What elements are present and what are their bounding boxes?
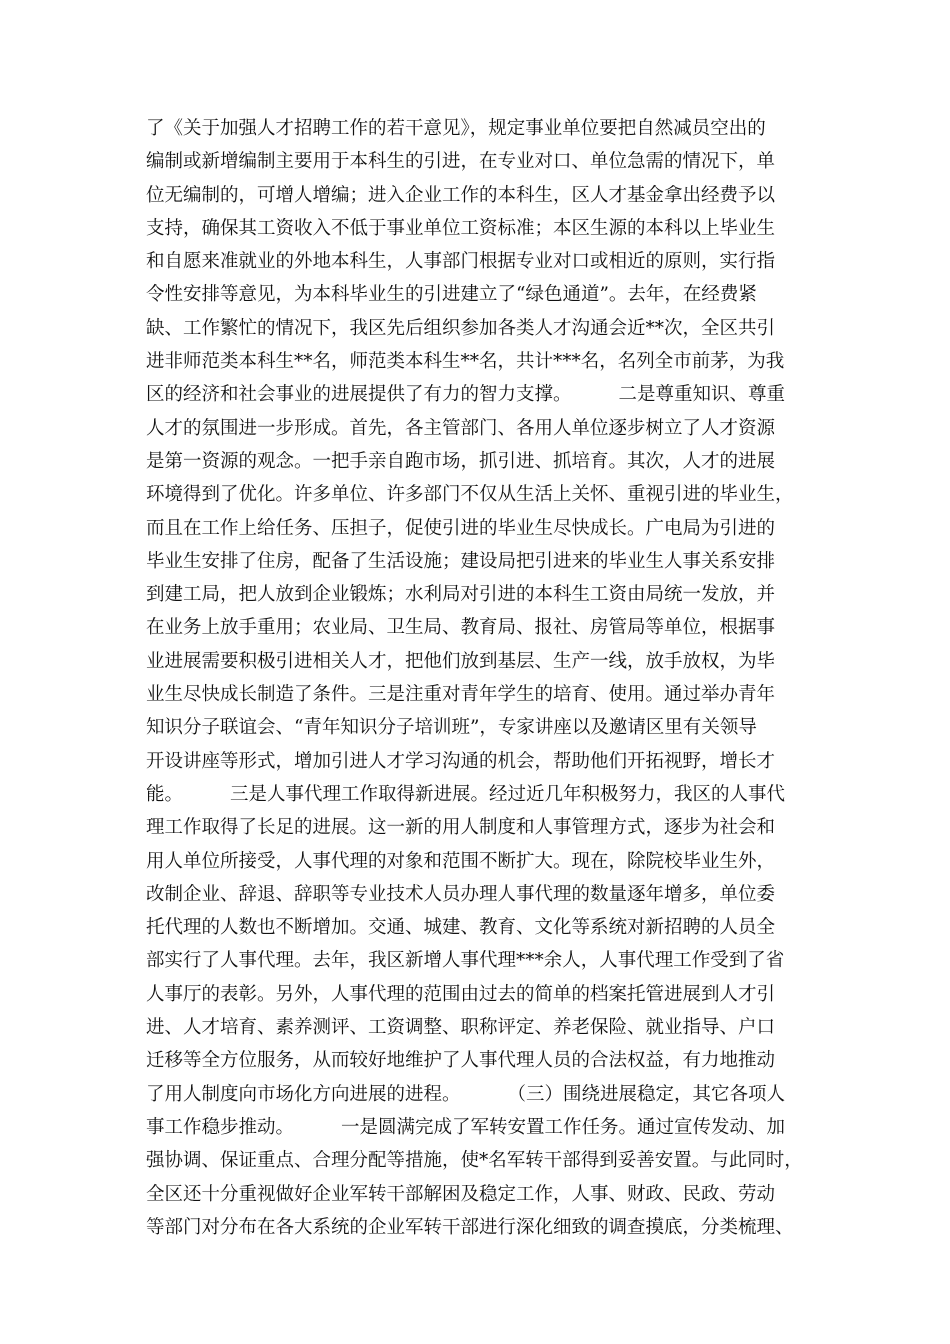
text-line: 迁移等全方位服务，从而较好地维护了人事代理人员的合法权益，有力地推动 bbox=[146, 1050, 776, 1072]
text-line: 人才的氛围进一步形成。首先，各主管部门、各用人单位逐步树立了人才资源 bbox=[146, 417, 776, 439]
text-line: 改制企业、辞退、辞职等专业技术人员办理人事代理的数量逐年增多，单位委 bbox=[146, 883, 776, 905]
text-line: 用人单位所接受，人事代理的对象和范围不断扩大。现在，除院校毕业生外， bbox=[146, 850, 776, 872]
text-line: 业生尽快成长制造了条件。三是注重对青年学生的培育、使用。通过举办青年 bbox=[146, 684, 776, 706]
text-line: 毕业生安排了住房，配备了生活设施；建设局把引进来的毕业生人事关系安排 bbox=[146, 550, 776, 572]
text-line: 支持，确保其工资收入不低于事业单位工资标准；本区生源的本科以上毕业生 bbox=[146, 217, 776, 239]
text-line: 区的经济和社会事业的进展提供了有力的智力支撑。 二是尊重知识、尊重 bbox=[146, 384, 786, 406]
text-line: 进、人才培育、素养测评、工资调整、职称评定、养老保险、就业指导、户口 bbox=[146, 1017, 776, 1039]
text-line: 环境得到了优化。许多单位、许多部门不仅从生活上关怀、重视引进的毕业生， bbox=[146, 484, 794, 506]
text-line: 位无编制的，可增人增编；进入企业工作的本科生，区人才基金拿出经费予以 bbox=[146, 184, 776, 206]
text-line: 和自愿来准就业的外地本科生，人事部门根据专业对口或相近的原则，实行指 bbox=[146, 251, 776, 273]
text-line: 是第一资源的观念。一把手亲自跑市场，抓引进、抓培育。其次，人才的进展 bbox=[146, 450, 776, 472]
text-line: 令性安排等意见，为本科毕业生的引进建立了“绿色通道”。去年，在经费紧 bbox=[146, 284, 757, 306]
text-line: 事工作稳步推动。 一是圆满完成了军转安置工作任务。通过宣传发动、加 bbox=[146, 1116, 786, 1138]
text-line: 托代理的人数也不断增加。交通、城建、教育、文化等系统对新招聘的人员全 bbox=[146, 917, 776, 939]
text-line: 而且在工作上给任务、压担子，促使引进的毕业生尽快成长。广电局为引进的 bbox=[146, 517, 776, 539]
text-line: 到建工局，把人放到企业锻炼；水利局对引进的本科生工资由局统一发放，并 bbox=[146, 584, 776, 606]
text-line: 进非师范类本科生**名，师范类本科生**名，共计***名，名列全市前茅，为我 bbox=[146, 351, 785, 373]
document-body bbox=[146, 112, 806, 1244]
text-line: 全区还十分重视做好企业军转干部解困及稳定工作，人事、财政、民政、劳动 bbox=[146, 1183, 776, 1205]
text-line: 编制或新增编制主要用于本科生的引进，在专业对口、单位急需的情况下，单 bbox=[146, 151, 776, 173]
text-line: 了《关于加强人才招聘工作的若干意见》，规定事业单位要把自然减员空出的 bbox=[146, 118, 766, 139]
text-line: 部实行了人事代理。去年，我区新增人事代理***余人，人事代理工作受到了省 bbox=[146, 950, 785, 972]
text-line: 缺、工作繁忙的情况下，我区先后组织参加各类人才沟通会近**次，全区共引 bbox=[146, 317, 776, 339]
text-line: 开设讲座等形式，增加引进人才学习沟通的机会，帮助他们开拓视野，增长才 bbox=[146, 750, 776, 772]
text-line: 人事厅的表彰。另外，人事代理的范围由过去的简单的档案托管进展到人才引 bbox=[146, 983, 776, 1005]
text-line: 了用人制度向市场化方向进展的进程。 （三）围绕进展稳定，其它各项人 bbox=[146, 1083, 786, 1105]
text-line: 等部门对分布在各大系统的企业军转干部进行深化细致的调查摸底，分类梳理、 bbox=[146, 1216, 794, 1238]
text-line: 在业务上放手重用；农业局、卫生局、教育局、报社、房管局等单位，根据事 bbox=[146, 617, 776, 639]
text-line: 能。 三是人事代理工作取得新进展。经过近几年积极努力，我区的人事代 bbox=[146, 783, 786, 805]
text-line: 强协调、保证重点、合理分配等措施，使*名军转干部得到妥善安置。与此同时， bbox=[146, 1150, 803, 1172]
text-line: 知识分子联谊会、“青年知识分子培训班”，专家讲座以及邀请区里有关领导 bbox=[146, 717, 757, 739]
text-line: 理工作取得了长足的进展。这一新的用人制度和人事管理方式，逐步为社会和 bbox=[146, 817, 776, 839]
text-line: 业进展需要积极引进相关人才，把他们放到基层、生产一线，放手放权，为毕 bbox=[146, 650, 776, 672]
